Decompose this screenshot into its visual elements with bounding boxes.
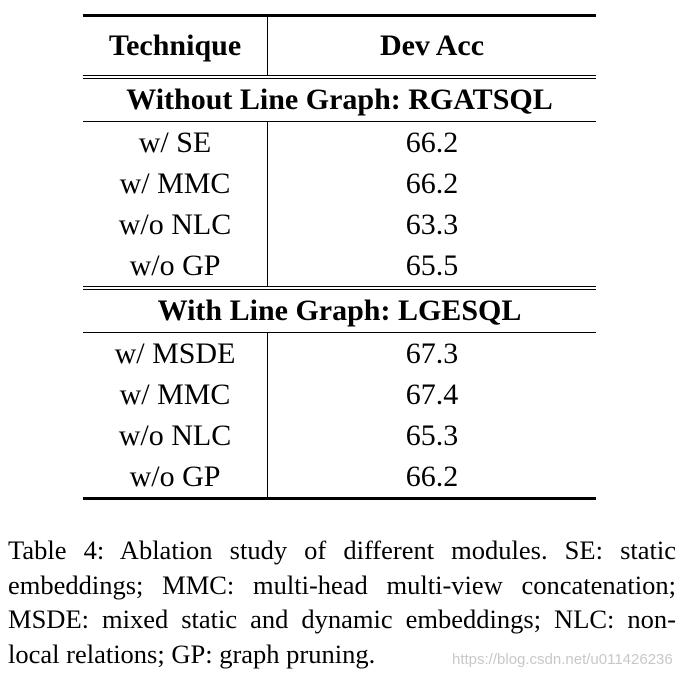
dev-acc-cell: 66.2 (405, 459, 459, 493)
table-row (83, 122, 596, 164)
table-row (83, 163, 596, 204)
technique-cell: w/ MSDE (83, 333, 268, 375)
table-row (83, 374, 596, 415)
header-technique: Technique (83, 16, 268, 78)
dev-acc-cell: 67.4 (405, 377, 459, 411)
watermark: https://blog.csdn.net/u011426236 (452, 651, 673, 668)
table-row (83, 204, 596, 245)
ablation-table (83, 14, 596, 500)
dev-acc-cell: 66.2 (405, 125, 459, 159)
dev-acc-cell: 63.3 (405, 207, 459, 241)
section-title-rgatsql: Without Line Graph: RGATSQL (83, 77, 596, 122)
dev-acc-cell: 65.3 (405, 418, 459, 452)
table-row (83, 415, 596, 456)
table-row (83, 245, 596, 288)
table-caption: Table 4: Ablation study of different modules. SE: static embeddings; MMC: multi-head multi-view concatenation; MSDE: mixed static and dynamic embeddings; NLC: non-local relations; GP: graph pruning. (8, 535, 676, 669)
table-row (83, 333, 596, 375)
ablation-table-container (83, 14, 596, 500)
technique-cell: w/o NLC (83, 415, 268, 456)
header-row (83, 16, 596, 78)
section-header-row (83, 288, 596, 333)
technique-cell: w/o GP (83, 245, 268, 288)
table-row (83, 456, 596, 499)
dev-acc-cell: 66.2 (405, 166, 459, 200)
technique-cell: w/o NLC (83, 204, 268, 245)
dev-acc-cell: 65.5 (405, 248, 459, 282)
technique-cell: w/o GP (83, 456, 268, 499)
section-title-lgesql: With Line Graph: LGESQL (83, 288, 596, 333)
header-dev-acc: Dev Acc (379, 29, 485, 62)
section-header-row (83, 77, 596, 122)
technique-cell: w/ MMC (83, 163, 268, 204)
dev-acc-cell: 67.3 (405, 336, 459, 370)
technique-cell: w/ SE (83, 122, 268, 164)
technique-cell: w/ MMC (83, 374, 268, 415)
